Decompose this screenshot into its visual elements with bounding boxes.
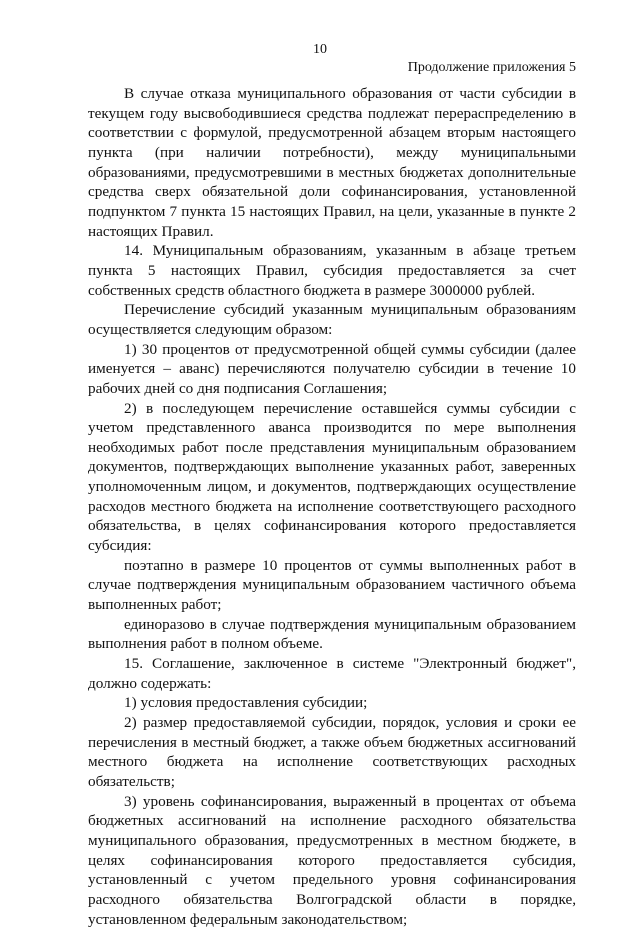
paragraph-stepwise: поэтапно в размере 10 процентов от суммы выполненных работ в случае подтверждения муниципальным образованием частичного объема выполненных работ;: [88, 556, 576, 614]
paragraph-15-2: 2) размер предоставляемой субсидии, порядок, условия и сроки ее перечисления в местный бюджет, а также объем бюджетных ассигнований местного бюджета на исполнение соответствующих расходных обязательств;: [88, 714, 576, 790]
page-number: 10: [313, 42, 327, 57]
paragraph-subitem-1-advance: 1) 30 процентов от предусмотренной общей суммы субсидии (далее именуется – аванс) перечисляются получателю субсидии в течение 10 рабочих дней со дня подписания Соглашения;: [88, 340, 576, 397]
paragraph-subsidy-refusal: В случае отказа муниципального образования от части субсидии в текущем году высвободившиеся средства подлежат перераспределению в соответствии с формулой, предусмотренной абзацем вторым настоящего пункта (при наличии потребности), между муниципальными образованиями, предусмотревшими в местных бюджетах дополнительные средства сверх обязательной доли софинансирования, установленной подпунктом 7 пункта 15 настоящих Правил, на цели, указанные в пункте 2 настоящих Правил.: [88, 85, 576, 240]
paragraph-subitem-2-remaining: 2) в последующем перечисление оставшейся суммы субсидии с учетом представленного аванса производится по мере выполнения необходимых работ после представления муниципальным образованием документов, подтверждающих выполнение указанных работ, заверенных уполномоченным лицом, и документов, подтверждающих осуществление расходов местного бюджета на исполнение соответствующего расходного обязательства, в целях софинансирования которого предоставляется субсидия:: [88, 399, 576, 555]
paragraph-item-15: 15. Соглашение, заключенное в системе "Электронный бюджет", должно содержать:: [88, 655, 576, 692]
paragraph-transfer-procedure: Перечисление субсидий указанным муниципальным образованиям осуществляется следующим образом:: [88, 301, 576, 338]
paragraph-one-time: единоразово в случае подтверждения муниципальным образованием выполнения работ в полном объеме.: [88, 615, 576, 653]
paragraph-15-1: 1) условия предоставления субсидии;: [124, 694, 368, 712]
paragraph-item-14: 14. Муниципальным образованиям, указанным в абзаце третьем пункта 5 настоящих Правил, субсидия предоставляется за счет собственных средств областного бюджета в размере 3000000 рублей.: [88, 242, 576, 299]
appendix-continuation-label: Продолжение приложения 5: [407, 60, 576, 75]
paragraph-15-3: 3) уровень софинансирования, выраженный в процентах от объема бюджетных ассигнований на исполнение расходного обязательства муниципального образования, предусмотренных в местном бюджете, в целях софинансирования которого предоставляется субсидия, установленный с учетом предельного уровня софинансирования расходного обязательства Волгоградской области в порядке, установленном федеральным законодательством;: [88, 792, 576, 928]
document-body: [88, 84, 576, 929]
